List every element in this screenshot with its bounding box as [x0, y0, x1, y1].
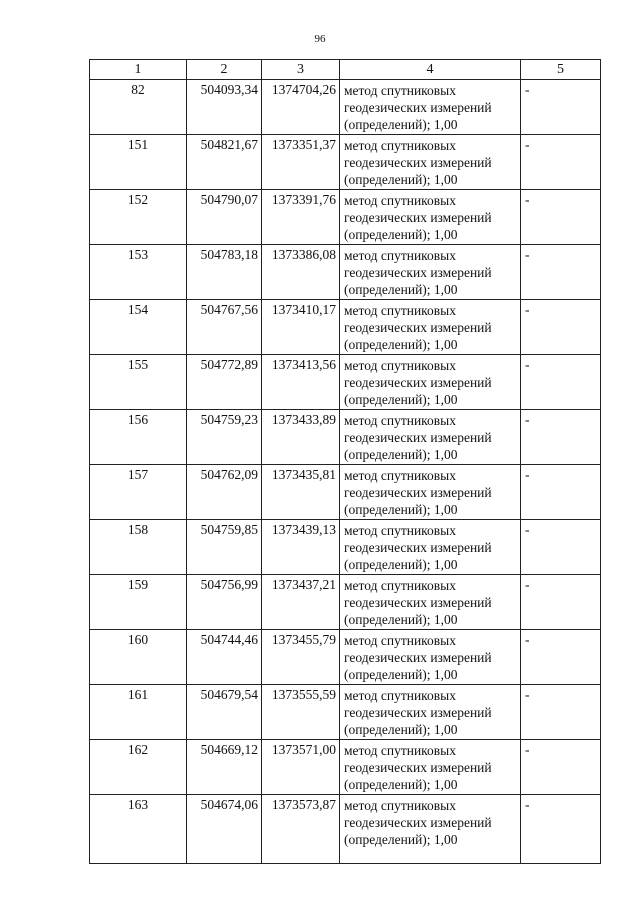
method-line: метод спутниковых: [344, 248, 456, 263]
table-row: [90, 355, 601, 410]
method-line: (определений); 1,00: [344, 832, 458, 847]
note-cell: -: [521, 355, 601, 410]
point-number-cell: 82: [90, 80, 187, 135]
column-header-1: 1: [90, 60, 187, 80]
note-cell: -: [521, 630, 601, 685]
note-cell: -: [521, 190, 601, 245]
method-line: геодезических измерений: [344, 540, 492, 555]
method-line: (определений); 1,00: [344, 502, 458, 517]
method-line: (определений); 1,00: [344, 447, 458, 462]
point-number-cell: 157: [90, 465, 187, 520]
note-cell: -: [521, 300, 601, 355]
x-coordinate-cell: 504759,23: [187, 410, 262, 465]
x-coordinate-cell: 504093,34: [187, 80, 262, 135]
method-line: метод спутниковых: [344, 633, 456, 648]
point-number-cell: 154: [90, 300, 187, 355]
method-line: метод спутниковых: [344, 798, 456, 813]
y-coordinate-cell: 1373351,37: [262, 135, 340, 190]
x-coordinate-cell: 504767,56: [187, 300, 262, 355]
method-line: геодезических измерений: [344, 650, 492, 665]
method-cell: [340, 410, 521, 465]
method-line: метод спутниковых: [344, 413, 456, 428]
table-row: [90, 630, 601, 685]
y-coordinate-cell: 1373455,79: [262, 630, 340, 685]
table-row: [90, 740, 601, 795]
method-line: (определений); 1,00: [344, 392, 458, 407]
method-cell: [340, 300, 521, 355]
method-line: геодезических измерений: [344, 210, 492, 225]
y-coordinate-cell: 1373410,17: [262, 300, 340, 355]
y-coordinate-cell: 1373571,00: [262, 740, 340, 795]
method-line: метод спутниковых: [344, 193, 456, 208]
method-line: метод спутниковых: [344, 138, 456, 153]
x-coordinate-cell: 504759,85: [187, 520, 262, 575]
point-number-cell: 151: [90, 135, 187, 190]
method-line: геодезических измерений: [344, 760, 492, 775]
point-number-cell: 156: [90, 410, 187, 465]
note-cell: -: [521, 685, 601, 740]
column-header-4: 4: [340, 60, 521, 80]
x-coordinate-cell: 504821,67: [187, 135, 262, 190]
method-line: метод спутниковых: [344, 688, 456, 703]
method-line: метод спутниковых: [344, 578, 456, 593]
method-line: (определений); 1,00: [344, 667, 458, 682]
column-header-2: 2: [187, 60, 262, 80]
method-cell: [340, 80, 521, 135]
x-coordinate-cell: 504674,06: [187, 795, 262, 864]
method-line: (определений); 1,00: [344, 227, 458, 242]
table-row: [90, 190, 601, 245]
method-line: геодезических измерений: [344, 485, 492, 500]
point-number-cell: 162: [90, 740, 187, 795]
method-cell: [340, 355, 521, 410]
table-row: [90, 300, 601, 355]
method-line: (определений); 1,00: [344, 117, 458, 132]
point-number-cell: 160: [90, 630, 187, 685]
method-line: (определений); 1,00: [344, 282, 458, 297]
y-coordinate-cell: 1373433,89: [262, 410, 340, 465]
method-line: геодезических измерений: [344, 815, 492, 830]
note-cell: -: [521, 575, 601, 630]
x-coordinate-cell: 504679,54: [187, 685, 262, 740]
method-line: метод спутниковых: [344, 358, 456, 373]
method-line: (определений); 1,00: [344, 722, 458, 737]
x-coordinate-cell: 504772,89: [187, 355, 262, 410]
point-number-cell: 155: [90, 355, 187, 410]
y-coordinate-cell: 1373555,59: [262, 685, 340, 740]
method-cell: [340, 795, 521, 864]
table-row: [90, 80, 601, 135]
method-line: геодезических измерений: [344, 430, 492, 445]
method-line: метод спутниковых: [344, 523, 456, 538]
y-coordinate-cell: 1374704,26: [262, 80, 340, 135]
y-coordinate-cell: 1373435,81: [262, 465, 340, 520]
method-line: (определений); 1,00: [344, 777, 458, 792]
method-cell: [340, 575, 521, 630]
method-line: (определений); 1,00: [344, 337, 458, 352]
method-line: (определений); 1,00: [344, 557, 458, 572]
method-line: метод спутниковых: [344, 83, 456, 98]
x-coordinate-cell: 504783,18: [187, 245, 262, 300]
header-row: [90, 60, 601, 80]
table-row: [90, 465, 601, 520]
method-line: (определений); 1,00: [344, 612, 458, 627]
method-cell: [340, 245, 521, 300]
y-coordinate-cell: 1373439,13: [262, 520, 340, 575]
coordinates-table: [89, 59, 601, 864]
method-cell: [340, 135, 521, 190]
method-line: метод спутниковых: [344, 468, 456, 483]
note-cell: -: [521, 520, 601, 575]
table-row: [90, 795, 601, 864]
method-cell: [340, 740, 521, 795]
point-number-cell: 161: [90, 685, 187, 740]
point-number-cell: 163: [90, 795, 187, 864]
y-coordinate-cell: 1373573,87: [262, 795, 340, 864]
column-header-5: 5: [521, 60, 601, 80]
table-header: [90, 60, 601, 80]
note-cell: -: [521, 740, 601, 795]
page-number: 96: [314, 33, 326, 45]
table-row: [90, 520, 601, 575]
x-coordinate-cell: 504744,46: [187, 630, 262, 685]
method-line: геодезических измерений: [344, 100, 492, 115]
point-number-cell: 152: [90, 190, 187, 245]
table-body: [90, 80, 601, 864]
table-row: [90, 245, 601, 300]
y-coordinate-cell: 1373391,76: [262, 190, 340, 245]
method-cell: [340, 520, 521, 575]
method-line: геодезических измерений: [344, 375, 492, 390]
column-header-3: 3: [262, 60, 340, 80]
note-cell: -: [521, 80, 601, 135]
method-line: (определений); 1,00: [344, 172, 458, 187]
method-cell: [340, 685, 521, 740]
method-line: метод спутниковых: [344, 303, 456, 318]
note-cell: -: [521, 245, 601, 300]
y-coordinate-cell: 1373437,21: [262, 575, 340, 630]
note-cell: -: [521, 795, 601, 864]
y-coordinate-cell: 1373386,08: [262, 245, 340, 300]
x-coordinate-cell: 504790,07: [187, 190, 262, 245]
point-number-cell: 153: [90, 245, 187, 300]
table-row: [90, 135, 601, 190]
x-coordinate-cell: 504762,09: [187, 465, 262, 520]
method-line: геодезических измерений: [344, 705, 492, 720]
table-row: [90, 685, 601, 740]
method-line: геодезических измерений: [344, 155, 492, 170]
point-number-cell: 158: [90, 520, 187, 575]
x-coordinate-cell: 504756,99: [187, 575, 262, 630]
method-line: метод спутниковых: [344, 743, 456, 758]
method-line: геодезических измерений: [344, 265, 492, 280]
note-cell: -: [521, 465, 601, 520]
point-number-cell: 159: [90, 575, 187, 630]
method-cell: [340, 630, 521, 685]
method-cell: [340, 465, 521, 520]
x-coordinate-cell: 504669,12: [187, 740, 262, 795]
method-cell: [340, 190, 521, 245]
table-row: [90, 575, 601, 630]
note-cell: -: [521, 410, 601, 465]
method-line: геодезических измерений: [344, 320, 492, 335]
note-cell: -: [521, 135, 601, 190]
method-line: геодезических измерений: [344, 595, 492, 610]
table-row: [90, 410, 601, 465]
y-coordinate-cell: 1373413,56: [262, 355, 340, 410]
